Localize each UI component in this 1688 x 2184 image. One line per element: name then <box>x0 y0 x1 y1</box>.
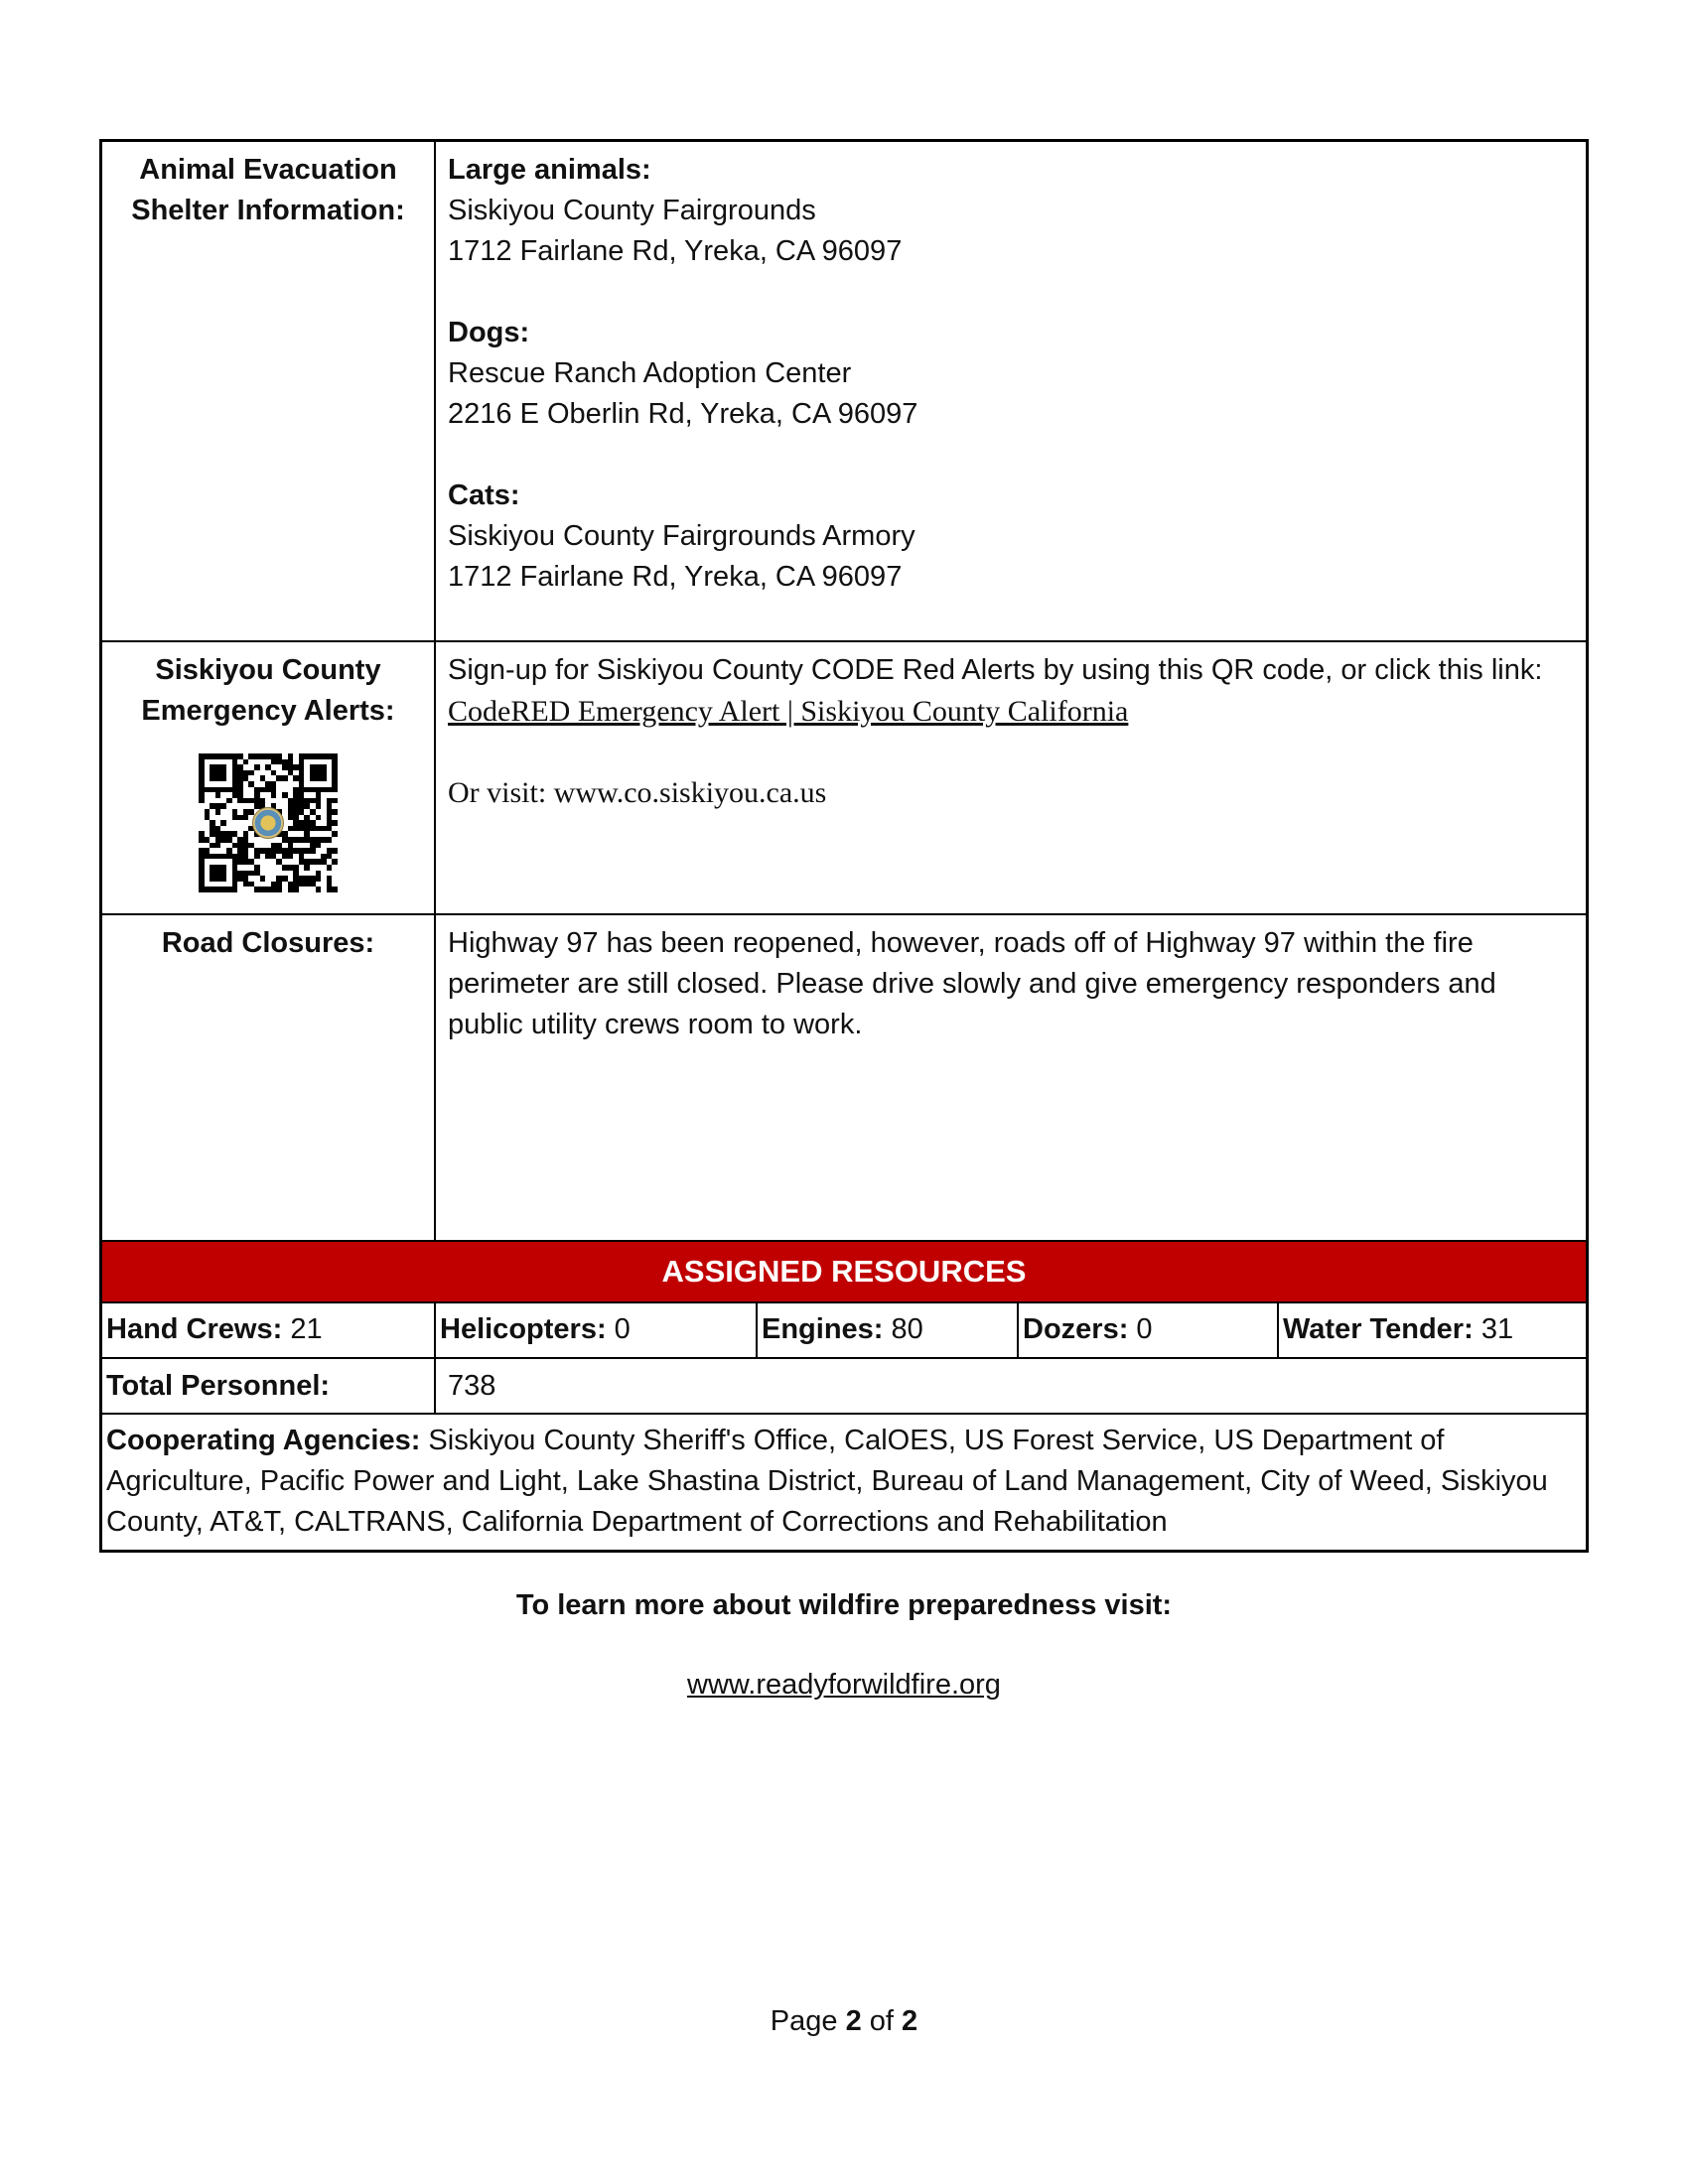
emergency-alerts-info <box>436 642 1586 913</box>
resources-row <box>102 1303 1586 1359</box>
learn-more-heading: To learn more about wildfire preparedness visit: <box>515 1589 1173 1621</box>
dogs-location: Rescue Ranch Adoption Center <box>448 357 852 389</box>
cats-location: Siskiyou County Fairgrounds Armory <box>448 520 915 552</box>
county-website-text: Or visit: www.co.siskiyou.ca.us <box>448 776 827 809</box>
assigned-resources-banner: ASSIGNED RESOURCES <box>102 1242 1586 1303</box>
cooperating-agencies-label: Cooperating Agencies: <box>106 1425 421 1456</box>
helicopters-value: 0 <box>614 1313 631 1345</box>
engines-value: 80 <box>891 1313 923 1345</box>
readyforwildfire-link[interactable]: www.readyforwildfire.org <box>687 1669 1001 1701</box>
total-personnel-row <box>102 1359 1586 1415</box>
signup-text: Sign-up for Siskiyou County CODE Red Alerts by using this QR code, or click this link: <box>448 654 1543 686</box>
cats-address: 1712 Fairlane Rd, Yreka, CA 96097 <box>448 561 903 593</box>
cats-heading: Cats: <box>448 479 520 511</box>
dozers-cell: Dozers: 0 <box>1019 1303 1279 1357</box>
emergency-alerts-label: Siskiyou County Emergency Alerts: <box>102 642 436 913</box>
water-tender-value: 31 <box>1480 1313 1514 1345</box>
dogs-heading: Dogs: <box>448 317 530 348</box>
qr-code-icon[interactable] <box>199 753 338 892</box>
cooperating-agencies-row <box>102 1415 1586 1550</box>
hand-crews-cell: Hand Crews: 21 <box>102 1303 436 1357</box>
engines-cell: Engines: 80 <box>758 1303 1019 1357</box>
total-personnel-label: Total Personnel: <box>102 1359 436 1413</box>
large-animals-address: 1712 Fairlane Rd, Yreka, CA 96097 <box>448 235 903 267</box>
road-closures-row <box>102 915 1586 1242</box>
dogs-address: 2216 E Oberlin Rd, Yreka, CA 96097 <box>448 398 918 430</box>
large-animals-heading: Large animals: <box>448 154 651 186</box>
water-tender-cell: Water Tender: 31 <box>1283 1313 1514 1345</box>
emergency-alerts-row <box>102 642 1586 915</box>
animal-shelter-label: Animal Evacuation Shelter Information: <box>102 142 436 640</box>
dozers-value: 0 <box>1136 1313 1153 1345</box>
county-seal-icon <box>252 807 284 839</box>
animal-shelter-row <box>102 142 1586 642</box>
page-number: Page 2 of 2 <box>770 2005 918 2037</box>
large-animals-location: Siskiyou County Fairgrounds <box>448 195 816 226</box>
info-table <box>99 139 1589 1553</box>
road-closures-text: Highway 97 has been reopened, however, roads off of Highway 97 within the fire perimeter are still closed. Please drive slowly and give emergency responders and public utility crews room to work. <box>448 927 1496 1040</box>
total-personnel-value: 738 <box>448 1370 496 1402</box>
cooperating-agencies-text: Siskiyou County Sheriff's Office, CalOES, US Forest Service, US Department of Agriculture, Pacific Power and Light, Lake Shastina District, Bureau of Land Management, City of Weed, Siskiyou County, AT&T, CALTRANS, California Department of Corrections and Rehabilitation <box>106 1425 1548 1538</box>
helicopters-cell: Helicopters: 0 <box>436 1303 758 1357</box>
codered-alert-link[interactable]: CodeRED Emergency Alert | Siskiyou County California <box>448 695 1129 728</box>
hand-crews-value: 21 <box>290 1313 323 1345</box>
animal-shelter-info <box>436 142 1586 640</box>
road-closures-label: Road Closures: <box>102 915 436 1240</box>
